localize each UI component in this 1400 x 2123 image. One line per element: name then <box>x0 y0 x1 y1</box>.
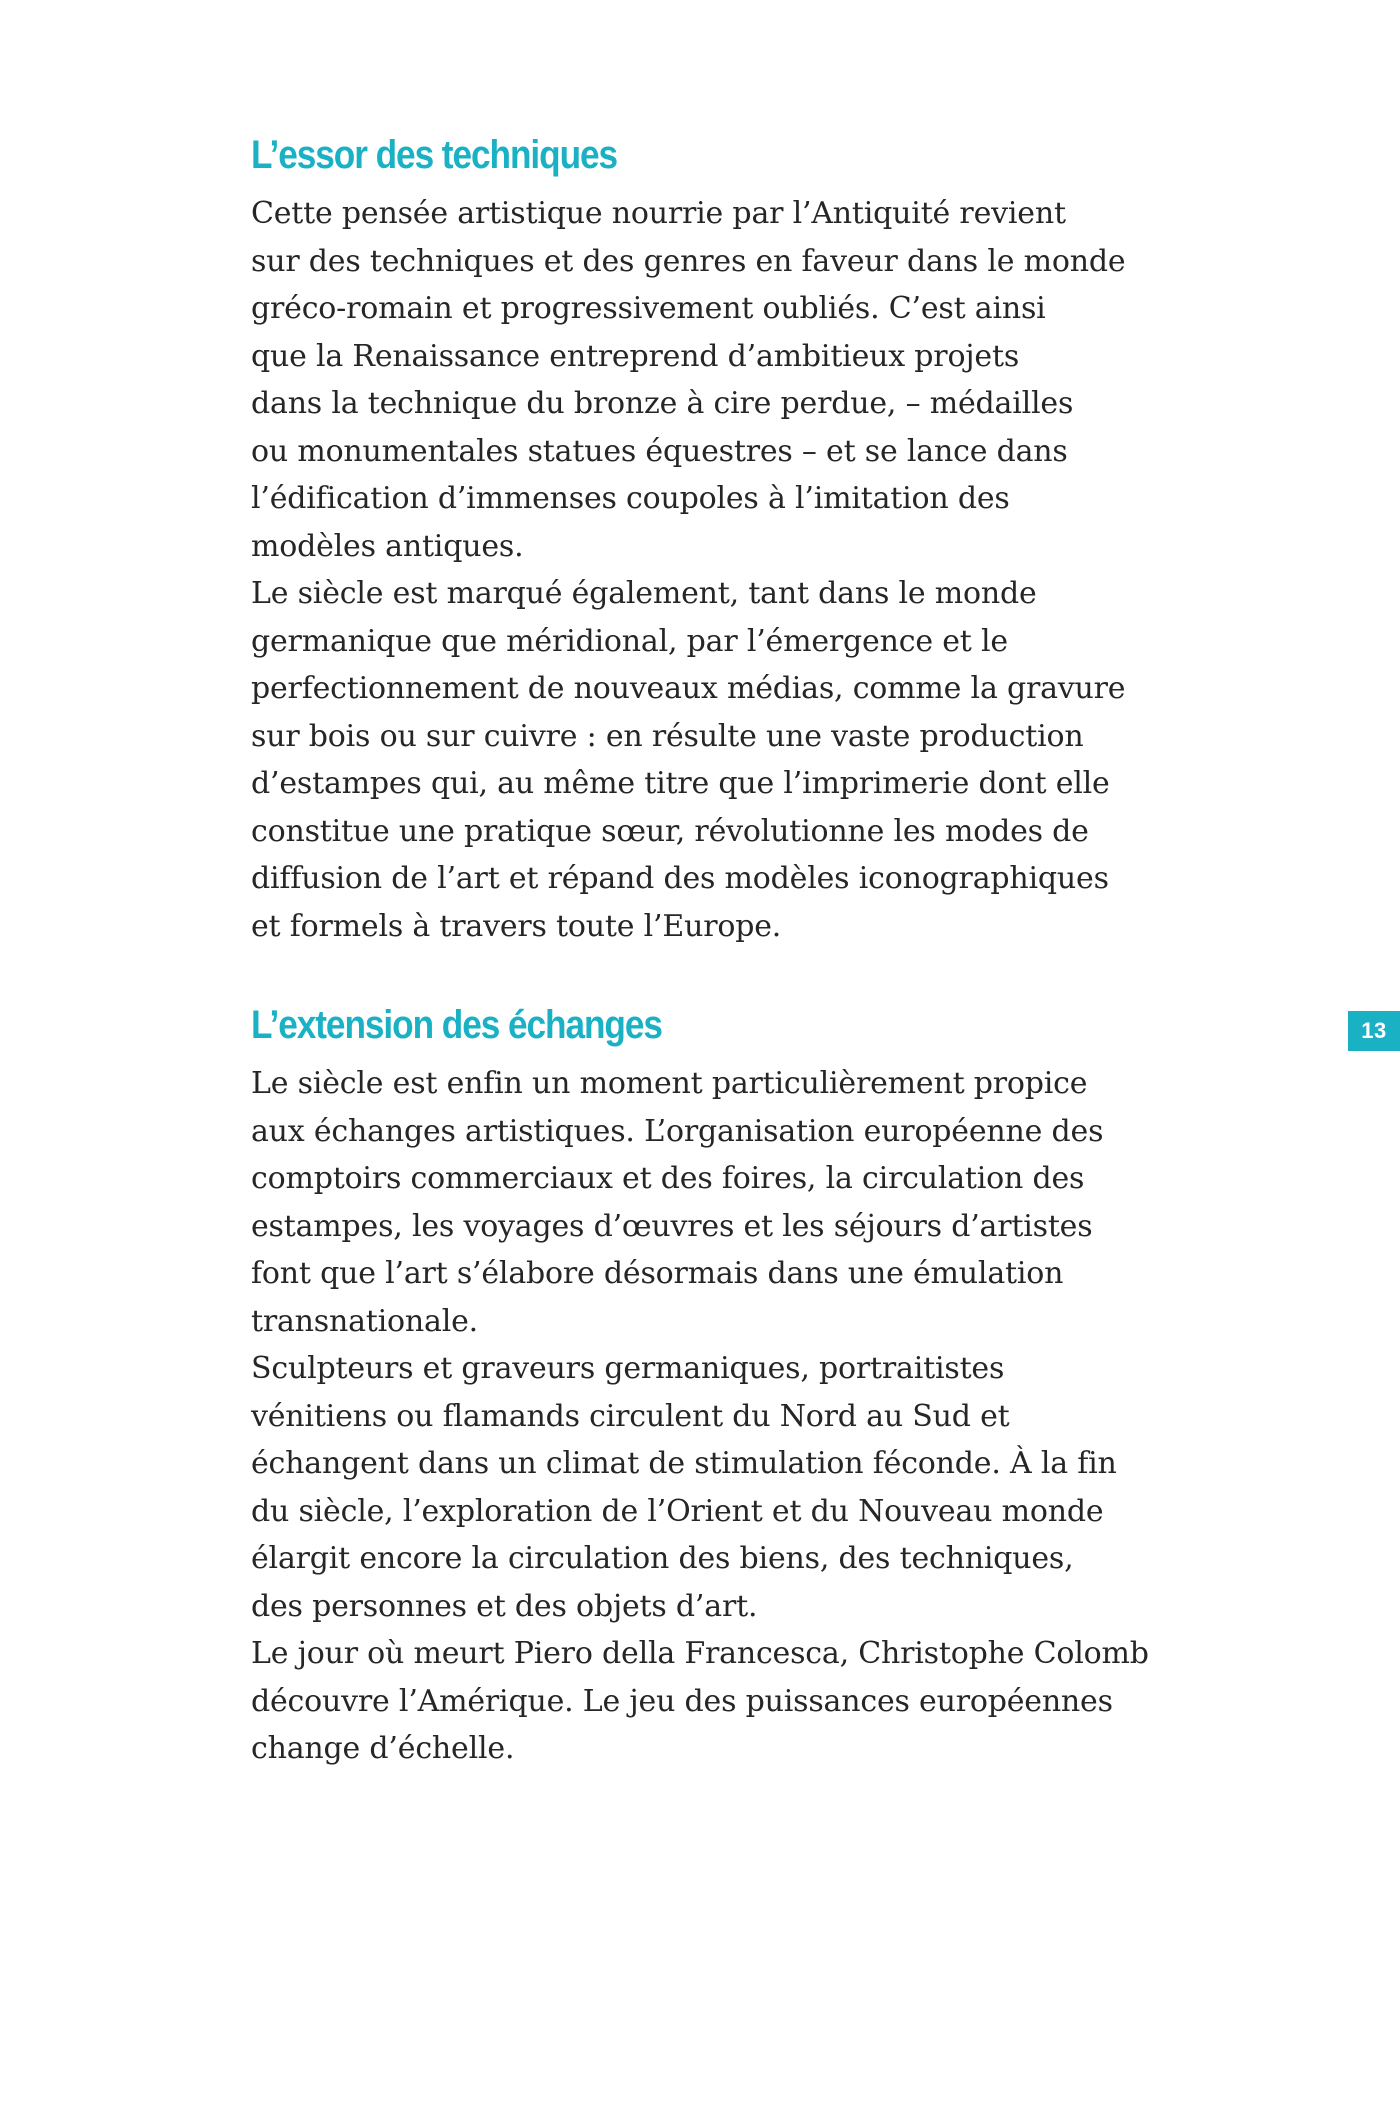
text-line: diffusion de l’art et répand des modèles iconographiques <box>251 861 1109 896</box>
section-techniques <box>251 128 1151 950</box>
text-line: gréco-romain et progressivement oubliés. C’est ainsi <box>251 291 1046 326</box>
page-number-tab: 13 <box>1348 1011 1400 1051</box>
text-line: constitue une pratique sœur, révolutionne les modes de <box>251 813 1089 849</box>
text-line: aux échanges artistiques. L’organisation européenne des <box>251 1113 1104 1149</box>
text-line: Le jour où meurt Piero della Francesca, Christophe Colomb <box>251 1636 1149 1671</box>
text-line: modèles antiques. <box>251 528 524 564</box>
text-line: du siècle, l’exploration de l’Orient et du Nouveau monde <box>251 1493 1104 1529</box>
text-line: vénitiens ou flamands circulent du Nord au Sud et <box>251 1398 1010 1434</box>
text-line: Le siècle est marqué également, tant dans le monde <box>251 576 1037 611</box>
text-column <box>251 128 1151 1773</box>
text-line: dans la technique du bronze à cire perdue, – médailles <box>251 386 1074 421</box>
text-line: font que l’art s’élabore désormais dans une émulation <box>251 1256 1064 1291</box>
section-echanges <box>251 998 1151 1773</box>
section-body <box>251 1060 1151 1773</box>
text-line: sur des techniques et des genres en faveur dans le monde <box>251 243 1126 279</box>
text-line: Sculpteurs et graveurs germaniques, portraitistes <box>251 1351 1005 1386</box>
text-line: estampes, les voyages d’œuvres et les séjours d’artistes <box>251 1208 1093 1244</box>
text-line: découvre l’Amérique. Le jeu des puissances européennes <box>251 1683 1113 1719</box>
text-line: change d’échelle. <box>251 1731 515 1766</box>
section-heading: L’extension des échanges <box>251 1003 662 1047</box>
section-heading: L’essor des techniques <box>251 133 618 177</box>
text-line: que la Renaissance entreprend d’ambitieux projets <box>251 338 1020 374</box>
text-line: l’édification d’immenses coupoles à l’imitation des <box>251 481 1010 516</box>
text-line: et formels à travers toute l’Europe. <box>251 908 782 944</box>
section-body <box>251 190 1151 950</box>
text-line: échangent dans un climat de stimulation féconde. À la fin <box>251 1446 1117 1481</box>
text-line: comptoirs commerciaux et des foires, la circulation des <box>251 1161 1085 1196</box>
text-line: perfectionnement de nouveaux médias, comme la gravure <box>251 671 1126 706</box>
text-line: des personnes et des objets d’art. <box>251 1588 758 1624</box>
text-line: d’estampes qui, au même titre que l’imprimerie dont elle <box>251 766 1110 801</box>
text-line: ou monumentales statues équestres – et se lance dans <box>251 433 1068 469</box>
text-line: Le siècle est enfin un moment particulièrement propice <box>251 1066 1088 1101</box>
text-line: germanique que méridional, par l’émergence et le <box>251 623 1008 659</box>
text-line: sur bois ou sur cuivre : en résulte une vaste production <box>251 718 1084 754</box>
text-line: Cette pensée artistique nourrie par l’Antiquité revient <box>251 196 1066 231</box>
text-line: élargit encore la circulation des biens, des techniques, <box>251 1541 1074 1576</box>
text-line: transnationale. <box>251 1303 479 1339</box>
